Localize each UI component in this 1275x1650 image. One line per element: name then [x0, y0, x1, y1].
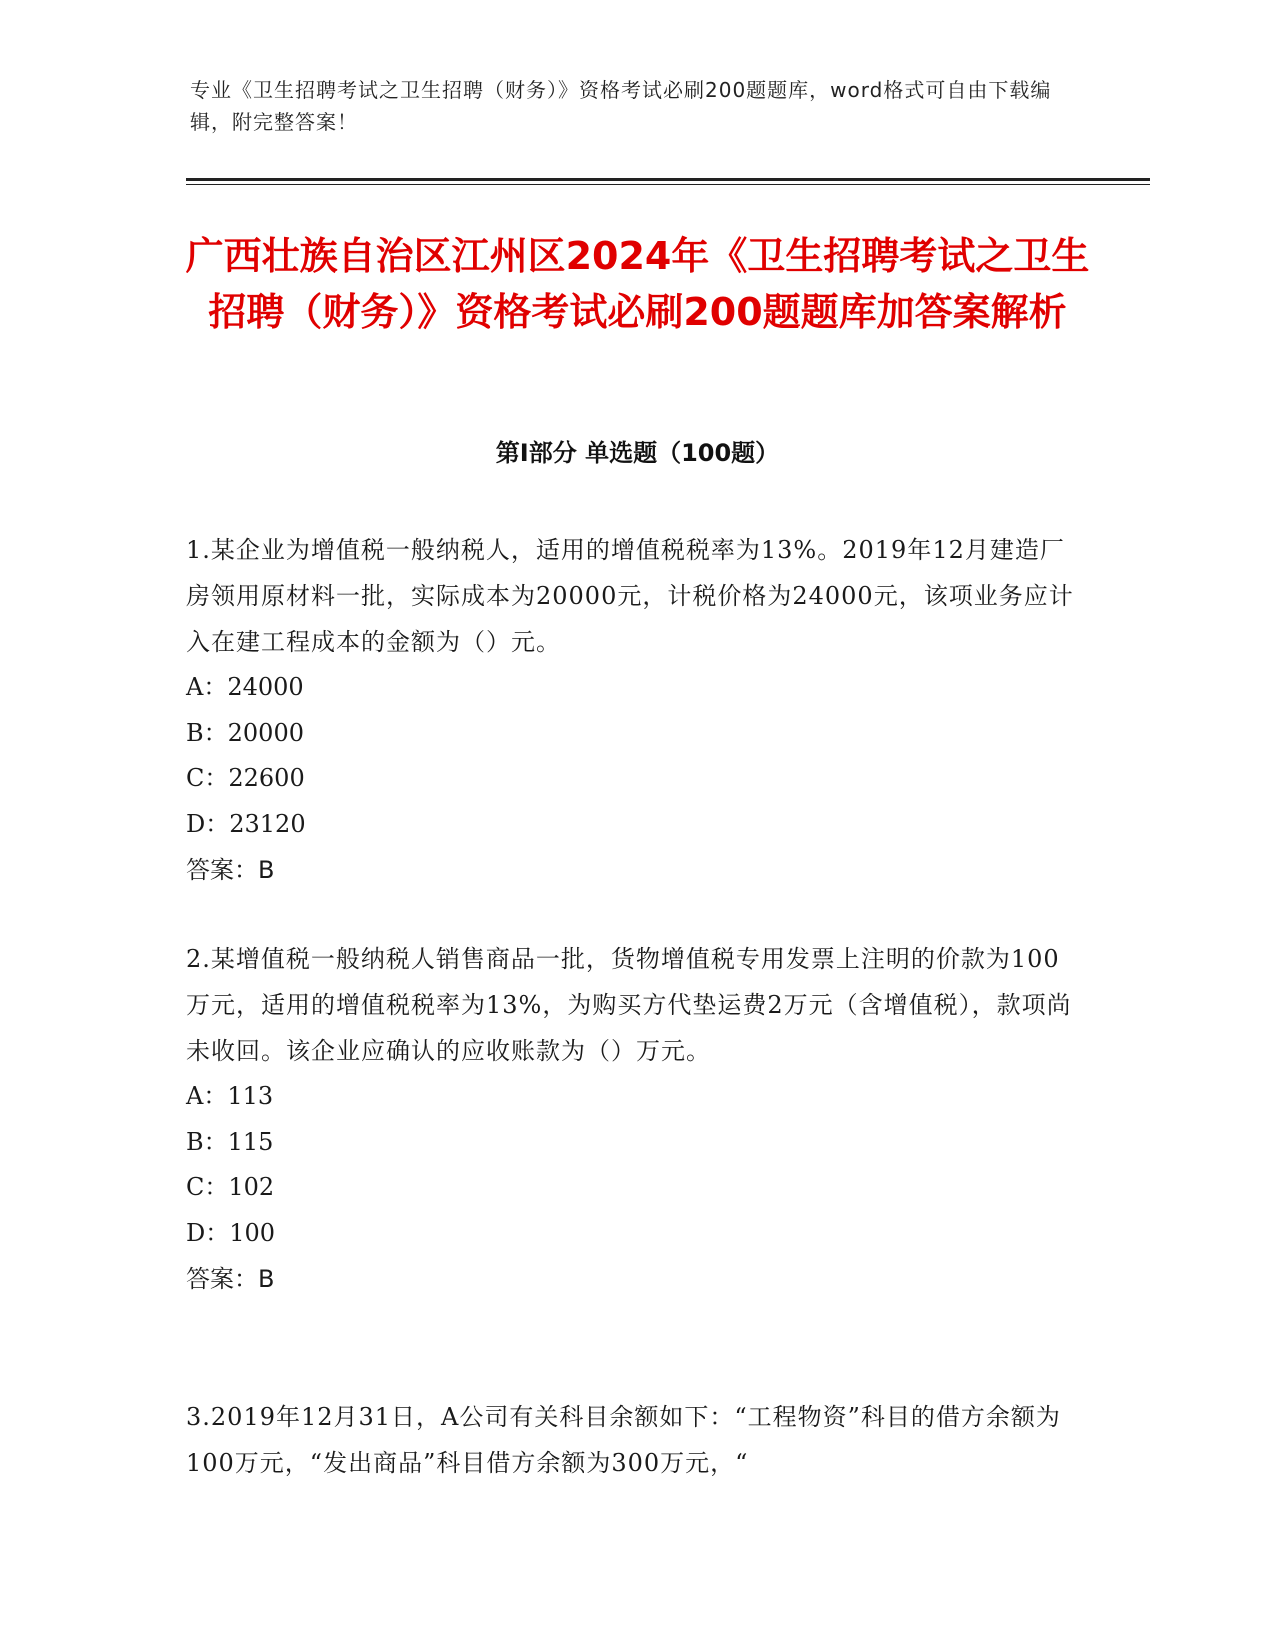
option-d: D：23120	[186, 809, 306, 838]
question-stem: 3.2019年12月31日，A公司有关科目余额如下：“工程物资”科目的借方余额为100万元，“发出商品”科目借方余额为300万元，“	[186, 1403, 1061, 1477]
header-rule-thin	[186, 184, 1150, 185]
option-b: B：20000	[186, 718, 304, 747]
option-a: A：113	[186, 1082, 274, 1110]
option-c: C：102	[186, 1173, 275, 1201]
header-note: 专业《卫生招聘考试之卫生招聘（财务）》资格考试必刷200题题库，word格式可自由下载编辑，附完整答案！	[190, 78, 1052, 134]
document-title: 广西壮族自治区江州区2024年《卫生招聘考试之卫生招聘（财务）》资格考试必刷200题题库加答案解析	[185, 234, 1090, 334]
section-heading: 第I部分 单选题（100题）	[495, 439, 780, 467]
answer: 答案：B	[186, 856, 275, 884]
question-2	[186, 936, 1076, 1302]
question-3	[186, 1394, 1076, 1486]
answer: 答案：B	[186, 1265, 275, 1293]
option-b: B：115	[186, 1127, 274, 1156]
option-a: A：24000	[186, 673, 304, 701]
option-c: C：22600	[186, 764, 305, 792]
option-d: D：100	[186, 1218, 276, 1247]
question-stem: 2.某增值税一般纳税人销售商品一批，货物增值税专用发票上注明的价款为100万元，适用的增值税税率为13%，为购买方代垫运费2万元（含增值税），款项尚未收回。该企业应确认的应收账款为（）万元。	[186, 945, 1072, 1065]
question-1	[186, 527, 1076, 893]
header-rule-thick	[186, 178, 1150, 181]
question-stem: 1.某企业为增值税一般纳税人，适用的增值税税率为13%。2019年12月建造厂房领用原材料一批，实际成本为20000元，计税价格为24000元，该项业务应计入在建工程成本的金额为（）元。	[186, 536, 1074, 656]
